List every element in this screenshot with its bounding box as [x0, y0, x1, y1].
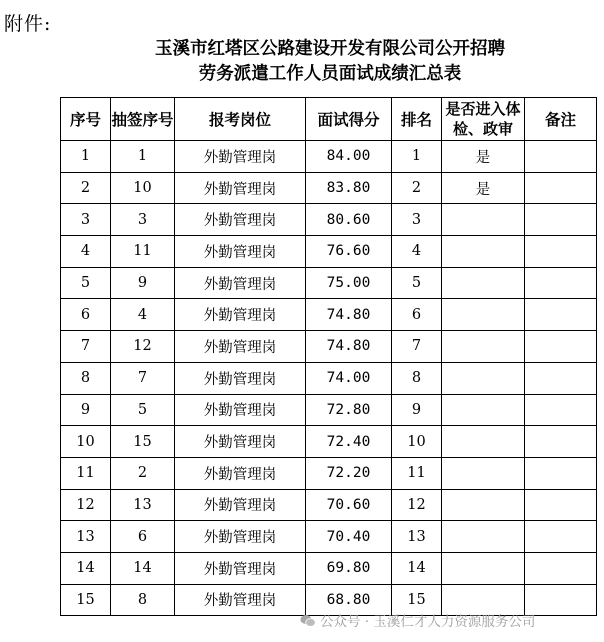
cell-rank: 12: [392, 489, 442, 521]
cell-score: 72.20: [306, 457, 392, 489]
cell-physical-exam: [442, 521, 525, 553]
cell-rank: 9: [392, 394, 442, 426]
cell-seq: 1: [61, 141, 111, 173]
cell-note: [525, 267, 597, 299]
cell-score: 74.80: [306, 299, 392, 331]
cell-seq: 5: [61, 267, 111, 299]
cell-seq: 10: [61, 426, 111, 458]
cell-draw-number: 2: [111, 457, 175, 489]
table-row: [61, 267, 597, 299]
cell-seq: 9: [61, 394, 111, 426]
watermark: [300, 610, 535, 630]
cell-position: 外勤管理岗: [175, 362, 306, 394]
cell-score: 69.80: [306, 552, 392, 584]
cell-seq: 2: [61, 172, 111, 204]
header-position: 报考岗位: [175, 98, 306, 141]
cell-score: 83.80: [306, 172, 392, 204]
cell-draw-number: 1: [111, 141, 175, 173]
attachment-label: 附件:: [4, 13, 52, 35]
cell-position: 外勤管理岗: [175, 426, 306, 458]
cell-position: 外勤管理岗: [175, 141, 306, 173]
cell-seq: 15: [61, 584, 111, 616]
cell-rank: 8: [392, 362, 442, 394]
cell-physical-exam: 是: [442, 172, 525, 204]
cell-seq: 3: [61, 204, 111, 236]
cell-rank: 6: [392, 299, 442, 331]
cell-physical-exam: [442, 204, 525, 236]
cell-seq: 13: [61, 521, 111, 553]
cell-rank: 15: [392, 584, 442, 616]
cell-seq: 7: [61, 331, 111, 363]
cell-rank: 10: [392, 426, 442, 458]
cell-position: 外勤管理岗: [175, 521, 306, 553]
cell-draw-number: 6: [111, 521, 175, 553]
cell-note: [525, 299, 597, 331]
cell-note: [525, 204, 597, 236]
table-row: [61, 172, 597, 204]
cell-rank: 5: [392, 267, 442, 299]
wechat-icon: [300, 614, 316, 628]
cell-physical-exam: [442, 394, 525, 426]
table-row: [61, 489, 597, 521]
cell-rank: 11: [392, 457, 442, 489]
cell-seq: 14: [61, 552, 111, 584]
cell-physical-exam: [442, 457, 525, 489]
cell-position: 外勤管理岗: [175, 267, 306, 299]
cell-score: 75.00: [306, 267, 392, 299]
cell-score: 84.00: [306, 141, 392, 173]
table-row: [61, 552, 597, 584]
cell-physical-exam: [442, 552, 525, 584]
cell-draw-number: 13: [111, 489, 175, 521]
cell-score: 72.80: [306, 394, 392, 426]
cell-note: [525, 489, 597, 521]
cell-draw-number: 7: [111, 362, 175, 394]
cell-physical-exam: [442, 331, 525, 363]
table-row: [61, 457, 597, 489]
cell-rank: 14: [392, 552, 442, 584]
document-title-line1: 玉溪市红塔区公路建设开发有限公司公开招聘: [155, 39, 505, 59]
cell-score: 70.40: [306, 521, 392, 553]
cell-note: [525, 362, 597, 394]
header-rank: 排名: [392, 98, 442, 141]
header-physical-exam-line2: 检、政审: [452, 120, 513, 138]
cell-physical-exam: [442, 267, 525, 299]
header-physical-exam-line1: 是否进入体: [445, 100, 521, 118]
cell-note: [525, 172, 597, 204]
header-draw-number: 抽签序号: [111, 98, 175, 141]
document-title-line2: 劳务派遣工作人员面试成绩汇总表: [198, 64, 462, 84]
cell-physical-exam: [442, 299, 525, 331]
cell-note: [525, 236, 597, 268]
cell-physical-exam: [442, 236, 525, 268]
table-row: [61, 362, 597, 394]
cell-position: 外勤管理岗: [175, 584, 306, 616]
cell-position: 外勤管理岗: [175, 394, 306, 426]
table-row: [61, 521, 597, 553]
cell-position: 外勤管理岗: [175, 331, 306, 363]
header-seq: 序号: [61, 98, 111, 141]
cell-note: [525, 521, 597, 553]
cell-score: 72.40: [306, 426, 392, 458]
cell-physical-exam: [442, 426, 525, 458]
cell-position: 外勤管理岗: [175, 552, 306, 584]
cell-rank: 1: [392, 141, 442, 173]
cell-draw-number: 14: [111, 552, 175, 584]
cell-score: 70.60: [306, 489, 392, 521]
cell-draw-number: 8: [111, 584, 175, 616]
cell-position: 外勤管理岗: [175, 204, 306, 236]
cell-score: 74.80: [306, 331, 392, 363]
watermark-text: 公众号 · 玉溪仁才人力资源服务公司: [320, 614, 536, 630]
cell-rank: 4: [392, 236, 442, 268]
cell-seq: 8: [61, 362, 111, 394]
cell-seq: 4: [61, 236, 111, 268]
cell-position: 外勤管理岗: [175, 172, 306, 204]
table-row: [61, 141, 597, 173]
table-row: [61, 299, 597, 331]
header-physical-exam: [442, 98, 525, 141]
table-row: [61, 426, 597, 458]
cell-note: [525, 552, 597, 584]
cell-position: 外勤管理岗: [175, 457, 306, 489]
cell-physical-exam: [442, 362, 525, 394]
cell-rank: 2: [392, 172, 442, 204]
score-summary-table: [60, 97, 597, 616]
cell-rank: 13: [392, 521, 442, 553]
table-row: [61, 204, 597, 236]
cell-physical-exam: [442, 489, 525, 521]
cell-draw-number: 3: [111, 204, 175, 236]
cell-draw-number: 12: [111, 331, 175, 363]
table-header-row: [61, 98, 597, 141]
table-row: [61, 394, 597, 426]
table-row: [61, 331, 597, 363]
cell-draw-number: 10: [111, 172, 175, 204]
cell-position: 外勤管理岗: [175, 489, 306, 521]
cell-note: [525, 141, 597, 173]
table-row: [61, 236, 597, 268]
cell-draw-number: 4: [111, 299, 175, 331]
cell-note: [525, 426, 597, 458]
cell-note: [525, 457, 597, 489]
cell-rank: 7: [392, 331, 442, 363]
cell-seq: 12: [61, 489, 111, 521]
cell-position: 外勤管理岗: [175, 299, 306, 331]
cell-draw-number: 5: [111, 394, 175, 426]
cell-score: 76.60: [306, 236, 392, 268]
header-note: 备注: [525, 98, 597, 141]
cell-score: 74.00: [306, 362, 392, 394]
cell-physical-exam: 是: [442, 141, 525, 173]
cell-note: [525, 331, 597, 363]
header-score: 面试得分: [306, 98, 392, 141]
cell-rank: 3: [392, 204, 442, 236]
cell-score: 80.60: [306, 204, 392, 236]
cell-position: 外勤管理岗: [175, 236, 306, 268]
cell-draw-number: 9: [111, 267, 175, 299]
cell-score: 68.80: [306, 584, 392, 616]
cell-draw-number: 15: [111, 426, 175, 458]
cell-seq: 6: [61, 299, 111, 331]
cell-draw-number: 11: [111, 236, 175, 268]
cell-seq: 11: [61, 457, 111, 489]
cell-note: [525, 394, 597, 426]
